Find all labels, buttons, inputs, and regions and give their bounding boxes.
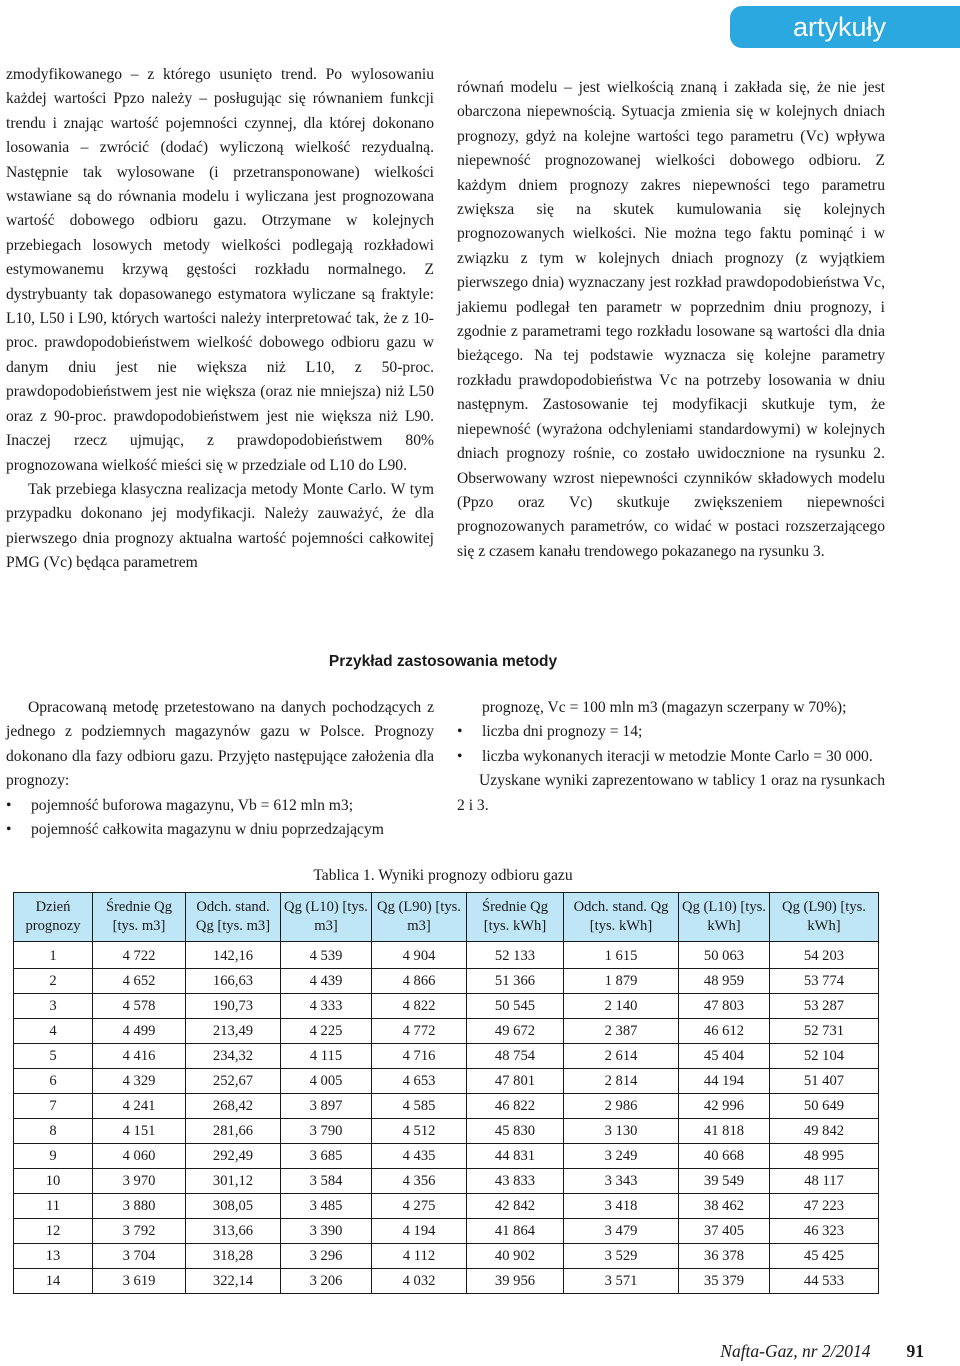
table-cell: 4 722 bbox=[93, 942, 186, 969]
table-cell: 234,32 bbox=[186, 1044, 281, 1069]
table-cell: 11 bbox=[14, 1194, 93, 1219]
table-cell: 4 866 bbox=[372, 969, 467, 994]
table-cell: 4 112 bbox=[372, 1244, 467, 1269]
table-cell: 50 063 bbox=[679, 942, 770, 969]
column-header: Qg (L90) [tys. m3] bbox=[372, 893, 467, 942]
table-cell: 3 704 bbox=[93, 1244, 186, 1269]
paragraph: zmodyfikowanego – z którego usunięto trend. Po wylosowaniu każdej wartości Ppzo należy – posługując się równaniem funkcji trendu i znając wartość pojemności czynnej, dla której dokonano losowania – zwrócić (dodać) wyliczoną wielkość rezydualną. Następnie tak wylosowane (i przetransponowane) wielkości wstawiane są do równania modelu i wyliczana jest prognozowana wartość dobowego odbioru gazu. Otrzymane w kolejnych przebiegach losowych metody wielkości podlegają rozkładowi estymowanemu krzywą gęstości rozkładu normalnego. Z dystrybuanty tak dopasowanego estymatora wyliczane są fraktyle: L10, L50 i L90, których wartości należy interpretować tak, że z 10-proc. prawdopodobieństwem wielkość dobowego odbioru gazu w danym dniu jest nie większa niż L10, z 50-proc. prawdopodobieństwem jest nie większa (oraz nie mniejsza) niż L50 oraz z 90-proc. prawdopodobieństwem jest nie większa niż L90. Inaczej rzecz ujmując, z prawdopodobieństwem 80% prognozowana wielkość mieści się w przedziale od L10 do L90. bbox=[6, 66, 434, 474]
table-cell: 4 539 bbox=[281, 942, 372, 969]
table-cell: 4 578 bbox=[93, 994, 186, 1019]
table-cell: 4 275 bbox=[372, 1194, 467, 1219]
table-cell: 4 032 bbox=[372, 1269, 467, 1294]
table-cell: 4 512 bbox=[372, 1119, 467, 1144]
table-cell: 41 818 bbox=[679, 1119, 770, 1144]
table-cell: 268,42 bbox=[186, 1094, 281, 1119]
table-cell: 51 407 bbox=[770, 1069, 879, 1094]
list-item: • liczba wykonanych iteracji w metodzie Monte Carlo = 30 000. bbox=[457, 745, 885, 769]
table-cell: 5 bbox=[14, 1044, 93, 1069]
table-cell: 40 902 bbox=[467, 1244, 564, 1269]
table-row bbox=[14, 1069, 879, 1094]
table-cell: 3 792 bbox=[93, 1219, 186, 1244]
paragraph: równań modelu – jest wielkością znaną i zakłada się, że nie jest obarczona niepewnością. Sytuacja zmienia się w kolejnych dniach prognozy, gdyż na kolejne wartości tego parametru (Vc) wpływa niepewność prognozowanej wielkości dobowego odbioru. Z każdym dniem prognozy zakres niepewności tego parametru zwiększa się na skutek kumulowania się kolejnych prognozowanych wielkości. Nie można tego faktu pominąć i w związku z tym w kolejnych dniach prognozy (z wyjątkiem pierwszego dnia) wyznaczany jest rozkład prawdopodobieństwa Vc, jakiemu podlegał ten parametr w poprzednim dniu prognozy, i zgodnie z parametrami tego rozkładu losowane są wartości dla dnia bieżącego. Na tej podstawie wyznacza się kolejne parametry rozkładu prawdopodobieństwa Vc na potrzeby losowania w dniu następnym. Zastosowanie tej modyfikacji skutkuje tym, że niepewność (wyrażona odchyleniami standardowymi) w kolejnych dniach prognozy rośnie, co zostało uwidocznione na rysunku 2. Obserwowany wzrost niepewności czynników składowych modelu (Ppzo oraz Vc) skutkuje zwiększeniem niepewności prognozowanych parametrów, co widać w postaci rozszerzającego się z czasem kanału trendowego pokazanego na rysunku 3. bbox=[457, 79, 885, 560]
table-cell: 142,16 bbox=[186, 942, 281, 969]
table-cell: 3 296 bbox=[281, 1244, 372, 1269]
table-cell: 42 842 bbox=[467, 1194, 564, 1219]
table-cell: 39 956 bbox=[467, 1269, 564, 1294]
table-cell: 1 879 bbox=[564, 969, 679, 994]
table-cell: 6 bbox=[14, 1069, 93, 1094]
list-item: • liczba dni prognozy = 14; bbox=[457, 720, 885, 744]
table-cell: 46 323 bbox=[770, 1219, 879, 1244]
table-cell: 45 404 bbox=[679, 1044, 770, 1069]
table-cell: 4 416 bbox=[93, 1044, 186, 1069]
table-cell: 2 bbox=[14, 969, 93, 994]
paragraph: Opracowaną metodę przetestowano na danych pochodzących z jednego z podziemnych magazynów gazu w Polsce. Prognozy dokonano dla fazy odbioru gazu. Przyjęto następujące założenia dla prognozy: bbox=[6, 699, 434, 790]
table-cell: 3 249 bbox=[564, 1144, 679, 1169]
table-cell: 50 649 bbox=[770, 1094, 879, 1119]
table-cell: 4 115 bbox=[281, 1044, 372, 1069]
table-cell: 3 685 bbox=[281, 1144, 372, 1169]
table-cell: 3 880 bbox=[93, 1194, 186, 1219]
table-cell: 322,14 bbox=[186, 1269, 281, 1294]
article-column-left bbox=[6, 63, 434, 576]
table-cell: 52 731 bbox=[770, 1019, 879, 1044]
table-cell: 4 333 bbox=[281, 994, 372, 1019]
table-cell: 281,66 bbox=[186, 1119, 281, 1144]
table-cell: 48 995 bbox=[770, 1144, 879, 1169]
table-cell: 4 652 bbox=[93, 969, 186, 994]
table-cell: 3 418 bbox=[564, 1194, 679, 1219]
table-cell: 40 668 bbox=[679, 1144, 770, 1169]
table-cell: 54 203 bbox=[770, 942, 879, 969]
table-cell: 50 545 bbox=[467, 994, 564, 1019]
table-cell: 4 060 bbox=[93, 1144, 186, 1169]
table-row bbox=[14, 1194, 879, 1219]
table-cell: 4 499 bbox=[93, 1019, 186, 1044]
table-cell: 4 716 bbox=[372, 1044, 467, 1069]
page-footer bbox=[720, 1341, 924, 1362]
table-cell: 4 194 bbox=[372, 1219, 467, 1244]
table-cell: 313,66 bbox=[186, 1219, 281, 1244]
table-cell: 48 959 bbox=[679, 969, 770, 994]
column-header: Dzień prognozy bbox=[14, 893, 93, 942]
column-header: Średnie Qg [tys. kWh] bbox=[467, 893, 564, 942]
column-header: Qg (L10) [tys. kWh] bbox=[679, 893, 770, 942]
table-row bbox=[14, 969, 879, 994]
table-cell: 49 672 bbox=[467, 1019, 564, 1044]
page-number: 91 bbox=[906, 1341, 924, 1361]
table-cell: 301,12 bbox=[186, 1169, 281, 1194]
table-cell: 37 405 bbox=[679, 1219, 770, 1244]
table-cell: 4 772 bbox=[372, 1019, 467, 1044]
table-cell: 10 bbox=[14, 1169, 93, 1194]
table-row bbox=[14, 1044, 879, 1069]
section-column-left bbox=[6, 696, 434, 842]
table-cell: 42 996 bbox=[679, 1094, 770, 1119]
table-cell: 49 842 bbox=[770, 1119, 879, 1144]
table-cell: 43 833 bbox=[467, 1169, 564, 1194]
column-header: Odch. stand. Qg [tys. kWh] bbox=[564, 893, 679, 942]
section-tab-label: artykuły bbox=[792, 11, 886, 42]
table-cell: 166,63 bbox=[186, 969, 281, 994]
table-cell: 2 614 bbox=[564, 1044, 679, 1069]
column-header: Średnie Qg [tys. m3] bbox=[93, 893, 186, 942]
table-row bbox=[14, 1019, 879, 1044]
table-cell: 45 830 bbox=[467, 1119, 564, 1144]
table-cell: 12 bbox=[14, 1219, 93, 1244]
table-cell: 3 343 bbox=[564, 1169, 679, 1194]
table-cell: 3 897 bbox=[281, 1094, 372, 1119]
table-cell: 7 bbox=[14, 1094, 93, 1119]
table-row bbox=[14, 1169, 879, 1194]
table-cell: 308,05 bbox=[186, 1194, 281, 1219]
table-cell: 3 130 bbox=[564, 1119, 679, 1144]
table-cell: 3 485 bbox=[281, 1194, 372, 1219]
table-cell: 52 104 bbox=[770, 1044, 879, 1069]
table-cell: 3 619 bbox=[93, 1269, 186, 1294]
table-row bbox=[14, 1244, 879, 1269]
column-header: Qg (L10) [tys. m3] bbox=[281, 893, 372, 942]
table-cell: 4 904 bbox=[372, 942, 467, 969]
table-cell: 213,49 bbox=[186, 1019, 281, 1044]
results-table bbox=[13, 892, 879, 1294]
table-cell: 51 366 bbox=[467, 969, 564, 994]
table-cell: 3 584 bbox=[281, 1169, 372, 1194]
table-cell: 318,28 bbox=[186, 1244, 281, 1269]
table-cell: 2 387 bbox=[564, 1019, 679, 1044]
table-cell: 4 151 bbox=[93, 1119, 186, 1144]
section-tab bbox=[730, 6, 960, 48]
table-cell: 4 653 bbox=[372, 1069, 467, 1094]
table-cell: 190,73 bbox=[186, 994, 281, 1019]
table-body bbox=[14, 942, 879, 1294]
table-cell: 2 986 bbox=[564, 1094, 679, 1119]
table-cell: 4 bbox=[14, 1019, 93, 1044]
column-header: Odch. stand. Qg [tys. m3] bbox=[186, 893, 281, 942]
table-row bbox=[14, 1094, 879, 1119]
table-cell: 3 529 bbox=[564, 1244, 679, 1269]
journal-name: Nafta-Gaz, nr 2/2014 bbox=[720, 1341, 871, 1361]
table-cell: 47 801 bbox=[467, 1069, 564, 1094]
table-cell: 45 425 bbox=[770, 1244, 879, 1269]
table-caption: Tablica 1. Wyniki prognozy odbioru gazu bbox=[313, 867, 573, 884]
table-cell: 2 814 bbox=[564, 1069, 679, 1094]
table-row bbox=[14, 1119, 879, 1144]
table-row bbox=[14, 942, 879, 969]
table-cell: 48 754 bbox=[467, 1044, 564, 1069]
table-row bbox=[14, 994, 879, 1019]
table-row bbox=[14, 1144, 879, 1169]
table-cell: 4 225 bbox=[281, 1019, 372, 1044]
table-cell: 48 117 bbox=[770, 1169, 879, 1194]
table-cell: 52 133 bbox=[467, 942, 564, 969]
table-cell: 44 831 bbox=[467, 1144, 564, 1169]
table-cell: 14 bbox=[14, 1269, 93, 1294]
article-column-right bbox=[457, 76, 885, 564]
table-cell: 38 462 bbox=[679, 1194, 770, 1219]
table-cell: 8 bbox=[14, 1119, 93, 1144]
table-cell: 2 140 bbox=[564, 994, 679, 1019]
table-cell: 36 378 bbox=[679, 1244, 770, 1269]
table-cell: 4 435 bbox=[372, 1144, 467, 1169]
table-cell: 47 803 bbox=[679, 994, 770, 1019]
table-cell: 44 533 bbox=[770, 1269, 879, 1294]
assumption-list-continued bbox=[457, 720, 885, 769]
table-cell: 4 005 bbox=[281, 1069, 372, 1094]
section-column-right bbox=[457, 696, 885, 818]
list-item: • pojemność buforowa magazynu, Vb = 612 mln m3; bbox=[6, 794, 434, 818]
table-cell: 3 390 bbox=[281, 1219, 372, 1244]
table-cell: 39 549 bbox=[679, 1169, 770, 1194]
table-header-row bbox=[14, 893, 879, 942]
table-cell: 1 bbox=[14, 942, 93, 969]
paragraph: Uzyskane wyniki zaprezentowano w tablicy 1 oraz na rysunkach 2 i 3. bbox=[457, 772, 885, 814]
table-row bbox=[14, 1219, 879, 1244]
table-cell: 53 774 bbox=[770, 969, 879, 994]
assumption-list bbox=[6, 794, 434, 843]
table-cell: 3 479 bbox=[564, 1219, 679, 1244]
table-cell: 13 bbox=[14, 1244, 93, 1269]
table-cell: 4 329 bbox=[93, 1069, 186, 1094]
section-heading: Przykład zastosowania metody bbox=[328, 653, 558, 670]
table-cell: 41 864 bbox=[467, 1219, 564, 1244]
list-item-continuation: prognozę, Vc = 100 mln m3 (magazyn sczerpany w 70%); bbox=[482, 699, 847, 716]
table-cell: 9 bbox=[14, 1144, 93, 1169]
list-item: • pojemność całkowita magazynu w dniu poprzedzającym bbox=[6, 818, 434, 842]
table-cell: 4 822 bbox=[372, 994, 467, 1019]
table-cell: 44 194 bbox=[679, 1069, 770, 1094]
table-cell: 292,49 bbox=[186, 1144, 281, 1169]
table-row bbox=[14, 1269, 879, 1294]
table-cell: 4 356 bbox=[372, 1169, 467, 1194]
table-cell: 3 970 bbox=[93, 1169, 186, 1194]
table-cell: 4 585 bbox=[372, 1094, 467, 1119]
table-cell: 4 439 bbox=[281, 969, 372, 994]
table-cell: 252,67 bbox=[186, 1069, 281, 1094]
table-cell: 46 612 bbox=[679, 1019, 770, 1044]
table-cell: 3 571 bbox=[564, 1269, 679, 1294]
column-header: Qg (L90) [tys. kWh] bbox=[770, 893, 879, 942]
table-cell: 46 822 bbox=[467, 1094, 564, 1119]
table-cell: 53 287 bbox=[770, 994, 879, 1019]
table-cell: 47 223 bbox=[770, 1194, 879, 1219]
table-cell: 3 790 bbox=[281, 1119, 372, 1144]
table-cell: 35 379 bbox=[679, 1269, 770, 1294]
table-cell: 1 615 bbox=[564, 942, 679, 969]
paragraph: Tak przebiega klasyczna realizacja metody Monte Carlo. W tym przypadku dokonano jej modyfikacji. Należy zauważyć, że dla pierwszego dnia prognozy aktualna wartość pojemności całkowitej PMG (Vc) będąca parametrem bbox=[6, 480, 434, 572]
table-cell: 4 241 bbox=[93, 1094, 186, 1119]
table-cell: 3 bbox=[14, 994, 93, 1019]
table-cell: 3 206 bbox=[281, 1269, 372, 1294]
